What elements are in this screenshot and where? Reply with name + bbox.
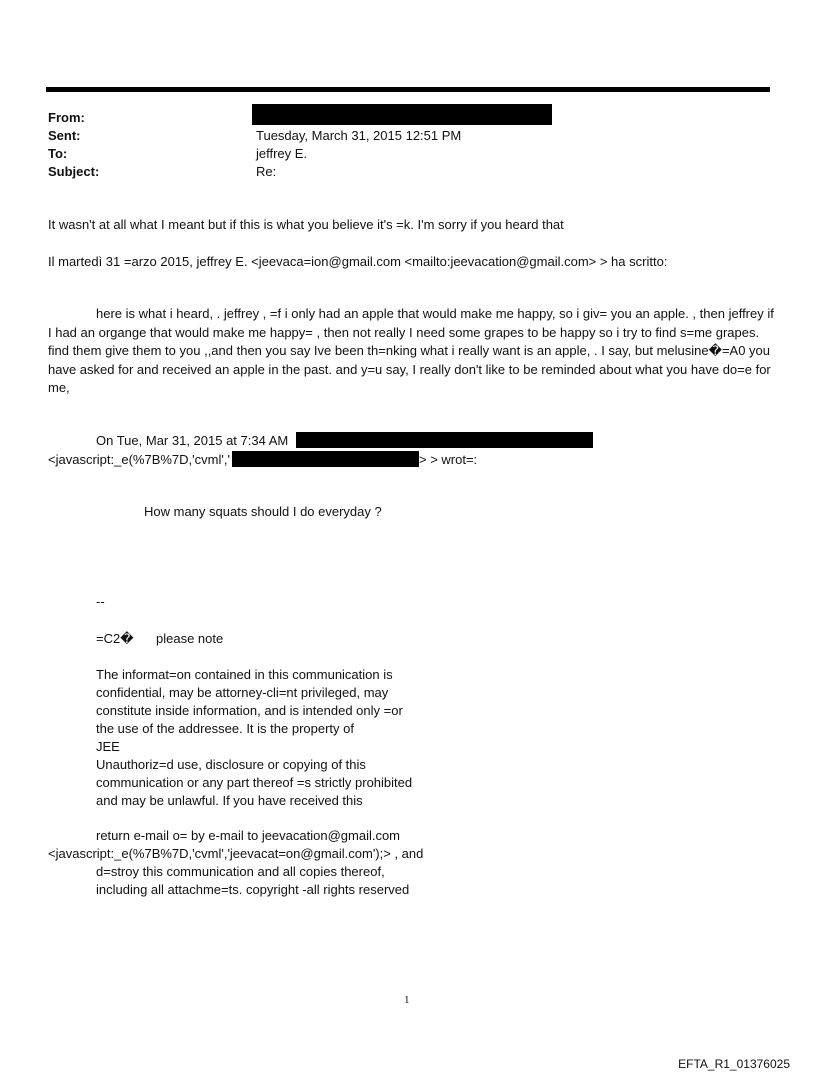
sent-value: Tuesday, March 31, 2015 12:51 PM: [256, 128, 462, 143]
from-label: From:: [48, 110, 85, 125]
redaction-sender: [296, 432, 593, 448]
sent-label: Sent:: [48, 128, 81, 143]
disclaimer-line: The informat=on contained in this communication is: [96, 667, 393, 682]
please-note: please note: [156, 631, 224, 646]
document-id: EFTA_R1_01376025: [678, 1057, 790, 1071]
return-line: return e-mail o= by e-mail to jeevacation@gmail.com: [96, 828, 401, 843]
c2-marker: =C2�: [96, 631, 134, 646]
subject-label: Subject:: [48, 164, 100, 179]
disclaimer-line: JEE: [96, 739, 120, 754]
return-line: <javascript:_e(%7B%7D,'cvml','jeevacat=on@gmail.com');> , and: [48, 846, 424, 861]
return-line: including all attachme=ts. copyright -all rights reserved: [96, 882, 410, 897]
javascript-prefix: <javascript:_e(%7B%7D,'cvml',': [48, 452, 230, 467]
disclaimer-line: communication or any part thereof =s strictly prohibited: [96, 775, 413, 790]
subject-value: Re:: [256, 164, 277, 179]
disclaimer-line: confidential, may be attorney-cli=nt privileged, may: [96, 685, 389, 700]
disclaimer-line: and may be unlawful. If you have received this: [96, 793, 363, 808]
on-date-line: On Tue, Mar 31, 2015 at 7:34 AM: [96, 433, 289, 448]
to-value: jeffrey E.: [256, 146, 308, 161]
quoted-paragraph: [48, 305, 778, 398]
wrote-line: > > wrot=:: [419, 452, 478, 467]
page-number: 1: [404, 994, 410, 1006]
redaction-from: [252, 104, 552, 125]
disclaimer-line: constitute inside information, and is intended only =or: [96, 703, 403, 718]
body-line-2: Il martedì 31 =arzo 2015, jeffrey E. <jeevaca=ion@gmail.com <mailto:jeevacation@gmail.com> > ha scritto:: [48, 254, 668, 269]
question-line: How many squats should I do everyday ?: [144, 504, 382, 519]
signature-dashes: --: [96, 594, 105, 609]
quoted-paragraph-text: here is what i heard, . jeffrey , =f i only had an apple that would make me happy, so i giv= you an apple. , then jeffrey if I had an organge that would make me happy= , then not really I need some grapes to be happy so i try to find s=me grapes. find them give them to you ,,and then you say Ive been th=nking what i really want is an apple, . I say, but melusine�=A0 you have asked for and received an apple in the past. and y=u say, I really don't like to be reminded about what you have do=e for me,: [48, 306, 774, 395]
header-rule: [46, 87, 770, 92]
return-line: d=stroy this communication and all copies thereof,: [96, 864, 385, 879]
redaction-email: [232, 451, 419, 467]
to-label: To:: [48, 146, 68, 161]
body-line-1: It wasn't at all what I meant but if this is what you believe it's =k. I'm sorry if you heard that: [48, 217, 564, 232]
disclaimer-line: Unauthoriz=d use, disclosure or copying of this: [96, 757, 366, 772]
disclaimer-line: the use of the addressee. It is the property of: [96, 721, 354, 736]
